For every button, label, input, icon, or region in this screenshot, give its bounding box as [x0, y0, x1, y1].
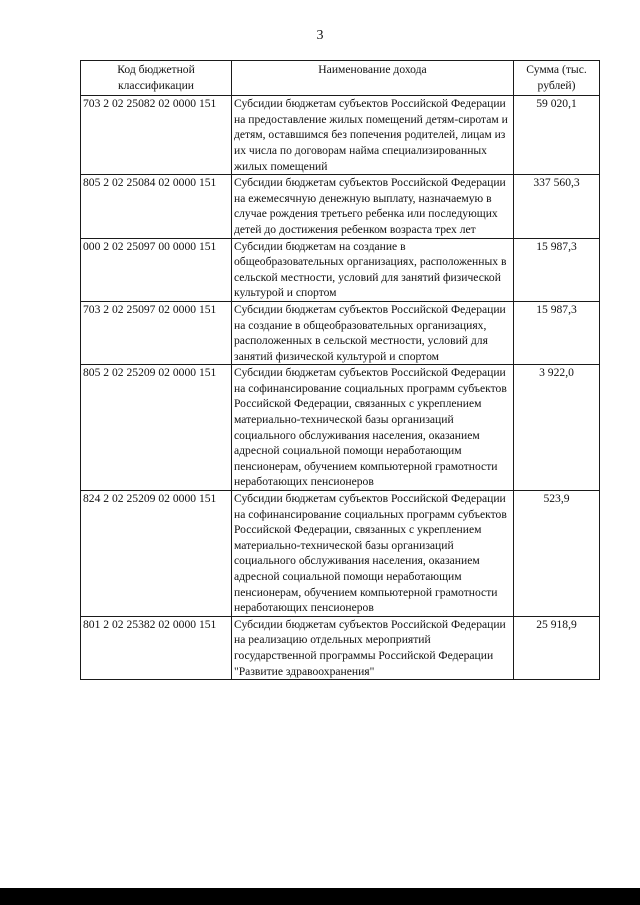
amount-cell: 3 922,0	[514, 365, 600, 491]
header-amount: Сумма (тыс. рублей)	[514, 61, 600, 96]
revenue-name-cell: Субсидии бюджетам субъектов Российской Федерации на ежемесячную денежную выплату, назначаемую в случае рождения третьего ребенка или последующих детей до достижения ребенком возраста трех лет	[232, 175, 514, 238]
table-row	[81, 365, 600, 491]
budget-code-cell: 703 2 02 25082 02 0000 151	[81, 96, 232, 175]
scan-bottom-edge	[0, 888, 640, 905]
budget-code-cell: 801 2 02 25382 02 0000 151	[81, 616, 232, 679]
budget-code-cell: 824 2 02 25209 02 0000 151	[81, 491, 232, 617]
table-row	[81, 175, 600, 238]
table-row	[81, 301, 600, 364]
amount-cell: 59 020,1	[514, 96, 600, 175]
budget-code-cell: 805 2 02 25209 02 0000 151	[81, 365, 232, 491]
amount-cell: 523,9	[514, 491, 600, 617]
budget-revenue-table	[80, 60, 600, 680]
revenue-name-cell: Субсидии бюджетам субъектов Российской Федерации на софинансирование социальных программ субъектов Российской Федерации, связанных с укреплением материально-технической базы организаций социального обслуживания населения, оказанием адресной социальной помощи неработающим пенсионерам, обучением компьютерной грамотности неработающих пенсионеров	[232, 365, 514, 491]
table-row	[81, 491, 600, 617]
table-row	[81, 238, 600, 301]
budget-code-cell: 805 2 02 25084 02 0000 151	[81, 175, 232, 238]
revenue-name-cell: Субсидии бюджетам субъектов Российской Федерации на реализацию отдельных мероприятий государственной программы Российской Федерации "Развитие здравоохранения"	[232, 616, 514, 679]
page-number: 3	[316, 28, 324, 43]
amount-cell: 337 560,3	[514, 175, 600, 238]
header-budget-code: Код бюджетной классификации	[81, 61, 232, 96]
revenue-name-cell: Субсидии бюджетам субъектов Российской Федерации на софинансирование социальных программ субъектов Российской Федерации, связанных с укреплением материально-технической базы организаций социального обслуживания населения, оказанием адресной социальной помощи неработающим пенсионерам, обучением компьютерной грамотности неработающих пенсионеров	[232, 491, 514, 617]
revenue-name-cell: Субсидии бюджетам на создание в общеобразовательных организациях, расположенных в сельской местности, условий для занятий физической культурой и спортом	[232, 238, 514, 301]
budget-code-cell: 000 2 02 25097 00 0000 151	[81, 238, 232, 301]
revenue-name-cell: Субсидии бюджетам субъектов Российской Федерации на создание в общеобразовательных организациях, расположенных в сельской местности, условий для занятий физической культурой и спортом	[232, 301, 514, 364]
table-header-row	[81, 61, 600, 96]
header-revenue-name: Наименование дохода	[232, 61, 514, 96]
amount-cell: 25 918,9	[514, 616, 600, 679]
revenue-name-cell: Субсидии бюджетам субъектов Российской Федерации на предоставление жилых помещений детям-сиротам и детям, оставшимся без попечения родителей, лицам из их числа по договорам найма специализированных жилых помещений	[232, 96, 514, 175]
amount-cell: 15 987,3	[514, 238, 600, 301]
table-row	[81, 96, 600, 175]
amount-cell: 15 987,3	[514, 301, 600, 364]
table-row	[81, 616, 600, 679]
budget-code-cell: 703 2 02 25097 02 0000 151	[81, 301, 232, 364]
